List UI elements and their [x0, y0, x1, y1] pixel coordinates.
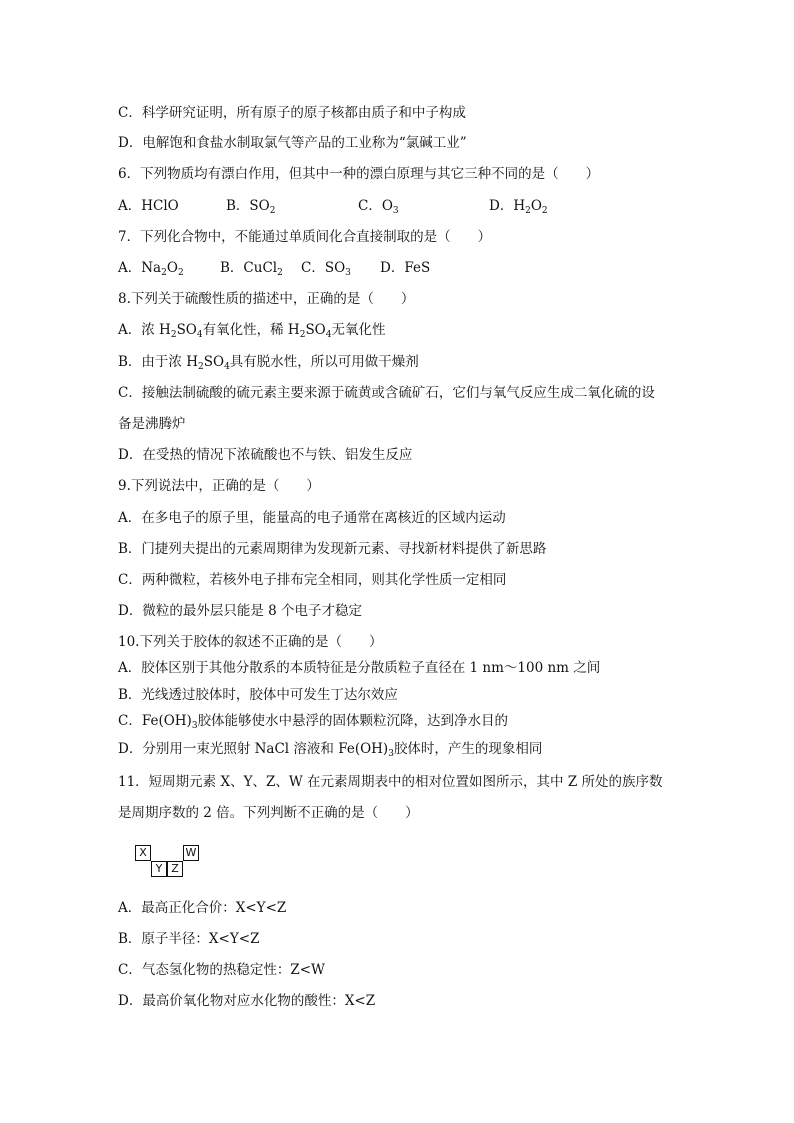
q10-option-c: C．$Fe(OH)_3$胶体能够使水中悬浮的固体颗粒沉降，达到净水目的: [118, 713, 509, 731]
q6-option-a: A．HClO: [118, 198, 179, 214]
q8-option-a: A．浓 $H_2SO_4$有氧化性，稀 $H_2SO_4$无氧化性: [118, 322, 386, 340]
q9-option-a: A．在多电子的原子里，能量高的电子通常在离核近的区域内运动: [118, 510, 506, 526]
question-7-stem: 7．下列化合物中，不能通过单质间化合直接制取的是（ ）: [118, 229, 492, 245]
q9-option-c: C．两种微粒，若核外电子排布完全相同，则其化学性质一定相同: [118, 572, 507, 588]
q11-option-a: A．最高正化合价：X<Y<Z: [118, 900, 287, 916]
q10-option-d: D．分别用一束光照射 NaCl 溶液和 $Fe(OH)_3$胶体时，产生的现象相同: [118, 741, 543, 759]
q6-option-c: C．$O_3$: [358, 198, 399, 216]
cell-w: W: [183, 845, 199, 861]
q10-option-a: A．胶体区别于其他分散系的本质特征是分散质粒子直径在 1 nm～100 nm 之间: [118, 660, 601, 676]
q8-option-c-line2: 备是沸腾炉: [118, 416, 186, 432]
q9-option-d: D．微粒的最外层只能是 8 个电子才稳定: [118, 603, 362, 619]
q10-option-b: B．光线透过胶体时，胶体中可发生丁达尔效应: [118, 687, 398, 703]
q6-option-b: B．$SO_2$: [226, 198, 276, 216]
question-6-stem: 6．下列物质均有漂白作用，但其中一种的漂白原理与其它三种不同的是（ ）: [118, 166, 600, 182]
q9-option-b: B．门捷列夫提出的元素周期律为发现新元素、寻找新材料提供了新思路: [118, 541, 547, 557]
question-10-stem: 10.下列关于胶体的叙述不正确的是（ ）: [118, 634, 383, 650]
q7-option-d: D．FeS: [380, 260, 431, 276]
q7-option-b: B．CuCl$_2$: [220, 260, 283, 278]
q5-option-d: D．电解饱和食盐水制取氯气等产品的工业称为“氯碱工业”: [118, 135, 467, 151]
cell-x: X: [135, 845, 151, 861]
q8-option-b: B．由于浓 $H_2SO_4$具有脱水性，所以可用做干燥剂: [118, 354, 419, 372]
question-11-stem-line2: 是周期序数的 2 倍。下列判断不正确的是（ ）: [118, 805, 419, 821]
q8-option-d: D．在受热的情况下浓硫酸也不与铁、铝发生反应: [118, 447, 413, 463]
question-11-stem-line1: 11．短周期元素 X、Y、Z、W 在元素周期表中的相对位置如图所示，其中 Z 所处的族序数: [118, 774, 663, 790]
q7-option-c: C．$SO_3$: [301, 260, 351, 278]
q11-option-b: B．原子半径：X<Y<Z: [118, 931, 260, 947]
cell-z: Z: [167, 861, 183, 877]
question-8-stem: 8.下列关于硫酸性质的描述中，正确的是（ ）: [118, 291, 415, 307]
q11-option-d: D．最高价氧化物对应水化物的酸性：X<Z: [118, 993, 376, 1009]
q8-option-c-line1: C．接触法制硫酸的硫元素主要来源于硫黄或含硫矿石，它们与氧气反应生成二氧化硫的设: [118, 385, 655, 401]
q5-option-c: C．科学研究证明，所有原子的原子核都由质子和中子构成: [118, 105, 466, 121]
q7-option-a: A．$Na_2O_2$: [118, 260, 184, 278]
cell-y: Y: [151, 861, 167, 877]
question-9-stem: 9.下列说法中，正确的是（ ）: [118, 478, 320, 494]
q11-option-c: C．气态氢化物的热稳定性：Z<W: [118, 962, 325, 978]
q6-option-d: D．$H_2O_2$: [489, 198, 548, 216]
